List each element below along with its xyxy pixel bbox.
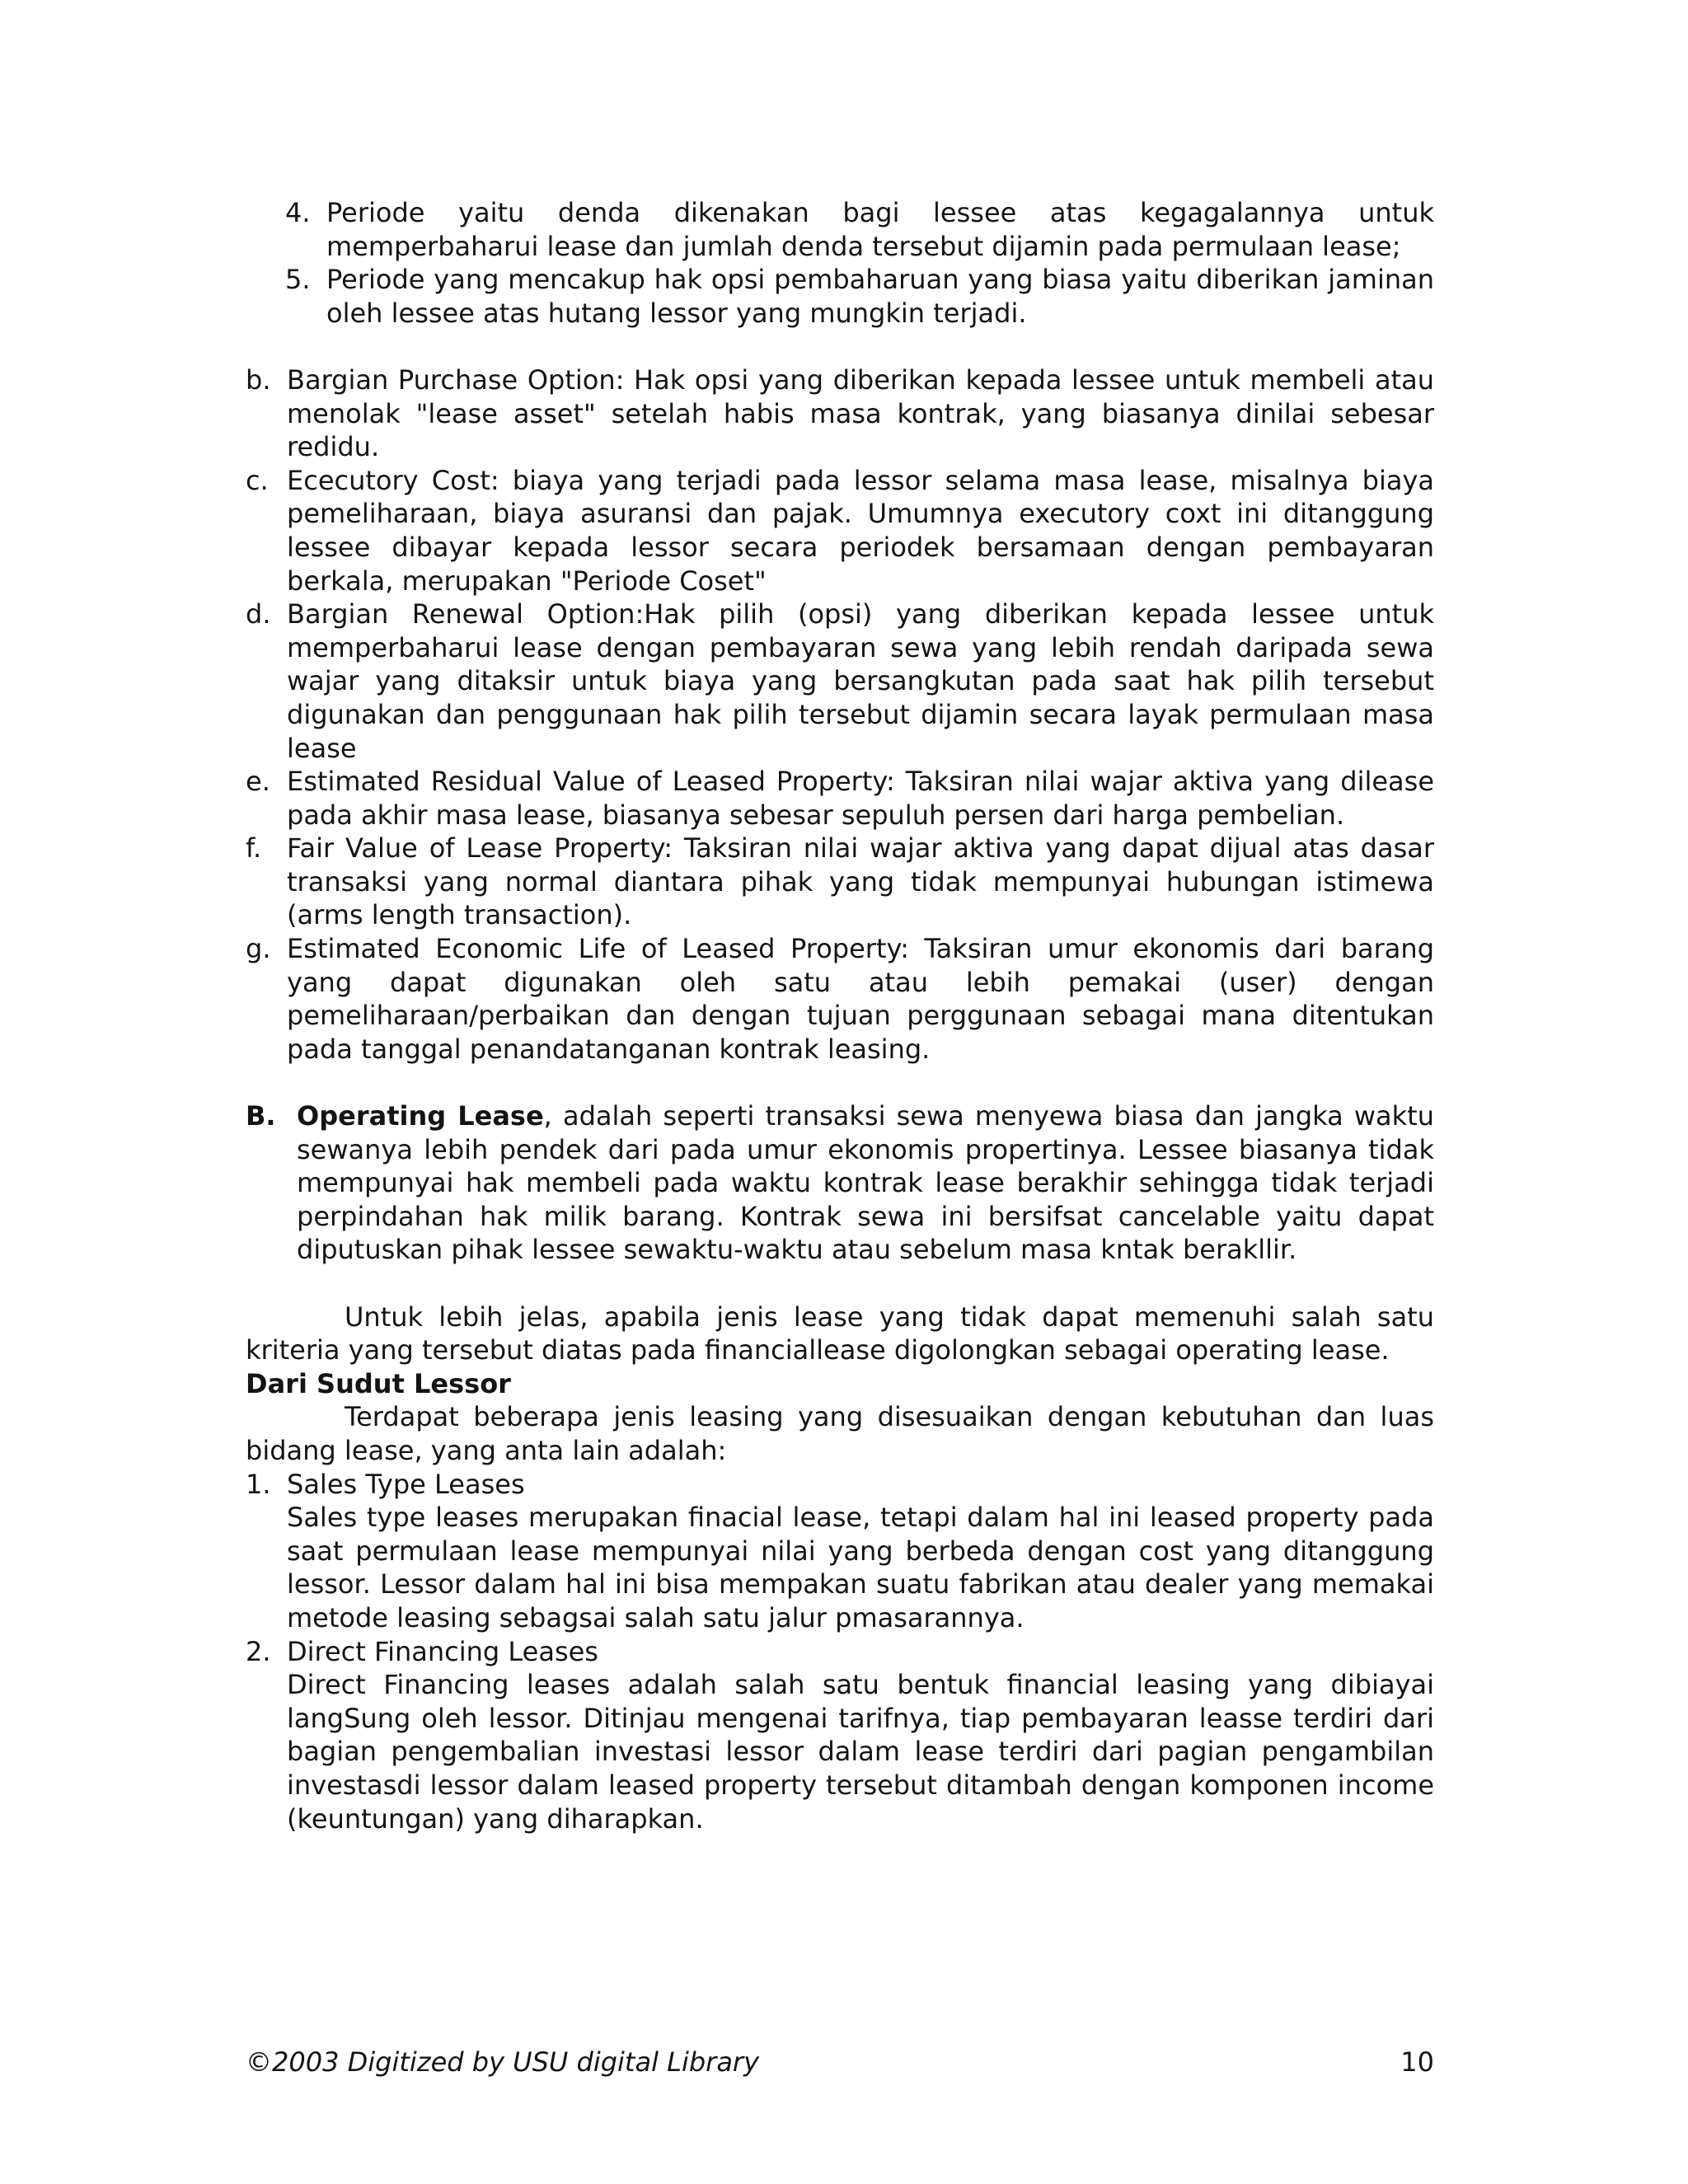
list-item-text: Sales type leases merupakan finacial lease, tetapi dalam hal ini leased property pada saat permulaan lease mempunyai nilai yang berbeda dengan cost yang ditanggung lessor. Lessor dalam hal ini bisa mempakan suatu fabrikan atau dealer yang memakai metode leasing sebagsai salah satu jalur pmasarannya.	[287, 1502, 1434, 1633]
list-marker: 4.	[285, 197, 311, 228]
numbered-list-continuation	[246, 196, 1434, 330]
list-item-text: Estimated Residual Value of Leased Property: Taksiran nilai wajar aktiva yang dilease pada akhir masa lease, biasanya sebesar sepuluh persen dari harga pembelian.	[287, 766, 1434, 831]
list-item	[246, 263, 1434, 330]
footer-credit: ©2003 Digitized by USU digital Library	[246, 2046, 760, 2078]
list-marker: 5.	[285, 264, 311, 296]
list-item	[246, 765, 1434, 832]
list-item-text: Bargian Purchase Option: Hak opsi yang diberikan kepada lessee untuk membeli atau menolak "lease asset" setelah habis masa kontrak, yang biasanya dinilai sebesar redidu.	[287, 363, 1434, 463]
list-marker: f.	[246, 832, 262, 865]
list-item	[246, 932, 1434, 1066]
list-marker: e.	[246, 766, 270, 798]
section-term: Operating Lease	[297, 1100, 544, 1132]
spacer	[246, 1066, 1434, 1099]
section-body: , adalah seperti transaksi sewa menyewa biasa dan jangka waktu sewanya lebih pendek dari pada umur ekonomis propertinya. Lessee biasanya tidak mempunyai hak membeli pada waktu kontrak lease berakhir sehingga tidak terjadi perpindahan hak milik barang. Kontrak sewa ini bersifsat cancelable yaitu dapat diputuskan pihak lessee sewaktu-waktu atau sebelum masa kntak berakllir.	[297, 1100, 1434, 1266]
list-item	[246, 598, 1434, 765]
section-text	[297, 1099, 1434, 1267]
list-marker: g.	[246, 933, 271, 965]
list-marker: 2.	[246, 1635, 271, 1667]
page-number: 10	[1400, 2046, 1434, 2078]
list-item	[246, 1635, 1434, 1836]
spacer	[246, 330, 1434, 363]
list-marker: c.	[246, 464, 269, 496]
lettered-definition-list	[246, 363, 1434, 1066]
spacer	[246, 1267, 1434, 1301]
list-item-text: Periode yaitu denda dikenakan bagi lessee atas kegagalannya untuk memperbaharui lease dan jumlah denda tersebut dijamin pada permulaan lease;	[326, 197, 1434, 262]
paragraph-lessor-intro: Terdapat beberapa jenis leasing yang disesuaikan dengan kebutuhan dan luas bidang lease, yang anta lain adalah:	[246, 1401, 1434, 1466]
list-item-title: Sales Type Leases	[287, 1468, 525, 1500]
list-item	[246, 464, 1434, 598]
list-marker: d.	[246, 598, 271, 630]
list-item-text: Ececutory Cost: biaya yang terjadi pada lessor selama masa lease, misalnya biaya pemeliharaan, biaya asuransi dan pajak. Umumnya executory coxt ini ditanggung lessee dibayar kepada lessor secara periodek bersamaan dengan pembayaran berkala, merupakan "Periode Coset"	[287, 464, 1434, 597]
document-body	[246, 196, 1434, 1835]
list-item-text: Estimated Economic Life of Leased Property: Taksiran umur ekonomis dari barang yang dapat digunakan oleh satu atau lebih pemakai (user) dengan pemeliharaan/perbaikan dan dengan tujuan perggunaan sebagai mana ditentukan pada tanggal penandatanganan kontrak leasing.	[287, 933, 1434, 1065]
list-item-text: Bargian Renewal Option:Hak pilih (opsi) yang diberikan kepada lessee untuk memperbaharui lease dengan pembayaran sewa yang lebih rendah daripada sewa wajar yang ditaksir untuk biaya yang bersangkutan pada saat hak pilih tersebut digunakan dan penggunaan hak pilih tersebut dijamin secara layak permulaan masa lease	[287, 598, 1434, 764]
section-marker: B.	[246, 1100, 276, 1132]
section-operating-lease	[246, 1099, 1434, 1267]
list-item-text: Periode yang mencakup hak opsi pembaharuan yang biasa yaitu diberikan jaminan oleh lessee atas hutang lessor yang mungkin terjadi.	[326, 264, 1434, 329]
list-marker: 1.	[246, 1468, 271, 1500]
paragraph-clarify: Untuk lebih jelas, apabila jenis lease yang tidak dapat memenuhi salah satu kriteria yang tersebut diatas pada financiallease digolongkan sebagai operating lease.	[246, 1301, 1434, 1366]
lessor-lease-types-list	[246, 1468, 1434, 1836]
section-heading-lessor: Dari Sudut Lessor	[246, 1367, 511, 1399]
list-item-text: Fair Value of Lease Property: Taksiran nilai wajar aktiva yang dapat dijual atas dasar transaksi yang normal diantara pihak yang tidak mempunyai hubungan istimewa (arms length transaction).	[287, 832, 1434, 931]
list-item	[246, 363, 1434, 464]
list-item	[246, 196, 1434, 263]
list-item	[246, 832, 1434, 932]
list-item-text: Direct Financing leases adalah salah satu bentuk financial leasing yang dibiayai langSung oleh lessor. Ditinjau mengenai tarifnya, tiap pembayaran leasse terdiri dari bagian pengembalian investasi lessor dalam lease terdiri dari pagian pengambilan investasdi lessor dalam leased property tersebut ditambah dengan komponen income (keuntungan) yang diharapkan.	[287, 1669, 1434, 1835]
page-footer	[246, 2046, 1434, 2079]
list-marker: b.	[246, 363, 271, 396]
list-item	[246, 1468, 1434, 1635]
list-item-title: Direct Financing Leases	[287, 1635, 598, 1667]
